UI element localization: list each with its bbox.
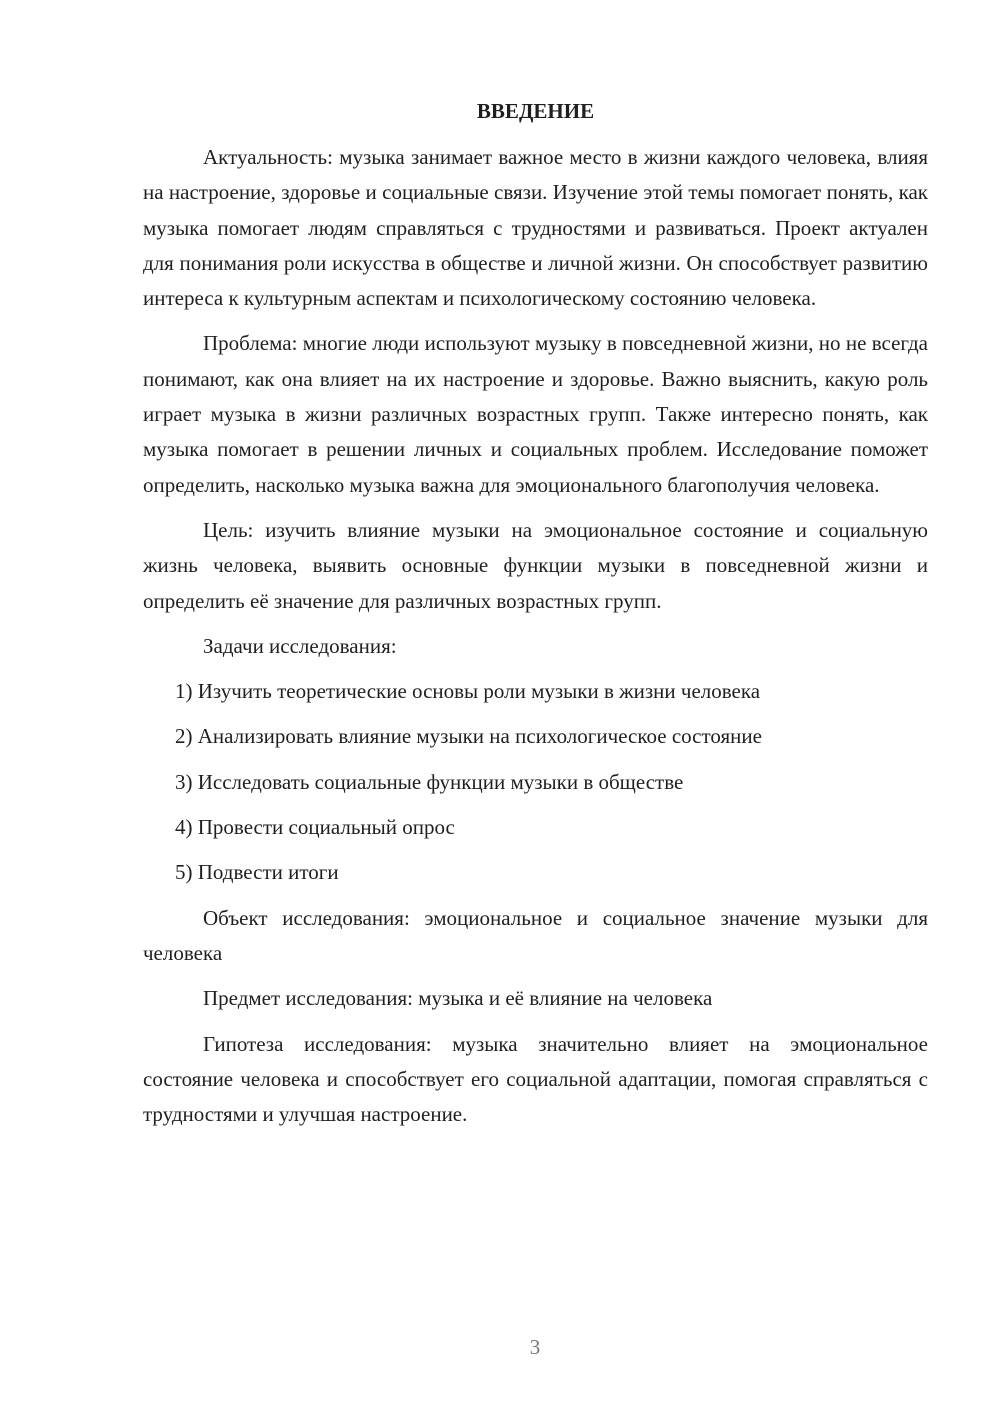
task-item-2: 2) Анализировать влияние музыки на психологическое состояние xyxy=(175,724,762,749)
task-item-3: 3) Исследовать социальные функции музыки в обществе xyxy=(175,769,684,794)
page-content xyxy=(143,96,928,1142)
task-item-5: 5) Подвести итоги xyxy=(175,860,339,885)
paragraph-problem: Проблема: многие люди используют музыку в повседневной жизни, но не всегда понимают, как она влияет на их настроение и здоровье. Важно выяснить, какую роль играет музыка в жизни различных возрастных групп. Также интересно понять, как музыка помогает в решении личных и социальных проблем. Исследование поможет определить, насколько музыка важна для эмоционального благополучия человека. xyxy=(143,331,928,497)
task-item-4: 4) Провести социальный опрос xyxy=(175,815,455,840)
tasks-heading: Задачи исследования: xyxy=(203,633,397,658)
task-item-1: 1) Изучить теоретические основы роли музыки в жизни человека xyxy=(175,679,761,704)
paragraph-hypothesis: Гипотеза исследования: музыка значительно влияет на эмоциональное состояние человека и способствует его социальной адаптации, помогая справляться с трудностями и улучшая настроение. xyxy=(143,1031,928,1127)
tasks-list xyxy=(143,674,928,890)
paragraph-subject: Предмет исследования: музыка и её влияние на человека xyxy=(203,986,713,1011)
page-number: 3 xyxy=(529,1335,541,1359)
paragraph-object: Объект исследования: эмоциональное и социальное значение музыки для человека xyxy=(143,905,928,965)
paragraph-goal: Цель: изучить влияние музыки на эмоциональное состояние и социальную жизнь человека, выявить основные функции музыки в повседневной жизни и определить её значение для различных возрастных групп. xyxy=(143,517,928,613)
paragraph-relevance: Актуальность: музыка занимает важное место в жизни каждого человека, влияя на настроение, здоровье и социальные связи. Изучение этой темы помогает понять, как музыка помогает людям справляться с трудностями и развиваться. Проект актуален для понимания роли искусства в обществе и личной жизни. Он способствует развитию интереса к культурным аспектам и психологическому состоянию человека. xyxy=(143,145,928,311)
section-title: ВВЕДЕНИЕ xyxy=(476,99,595,123)
